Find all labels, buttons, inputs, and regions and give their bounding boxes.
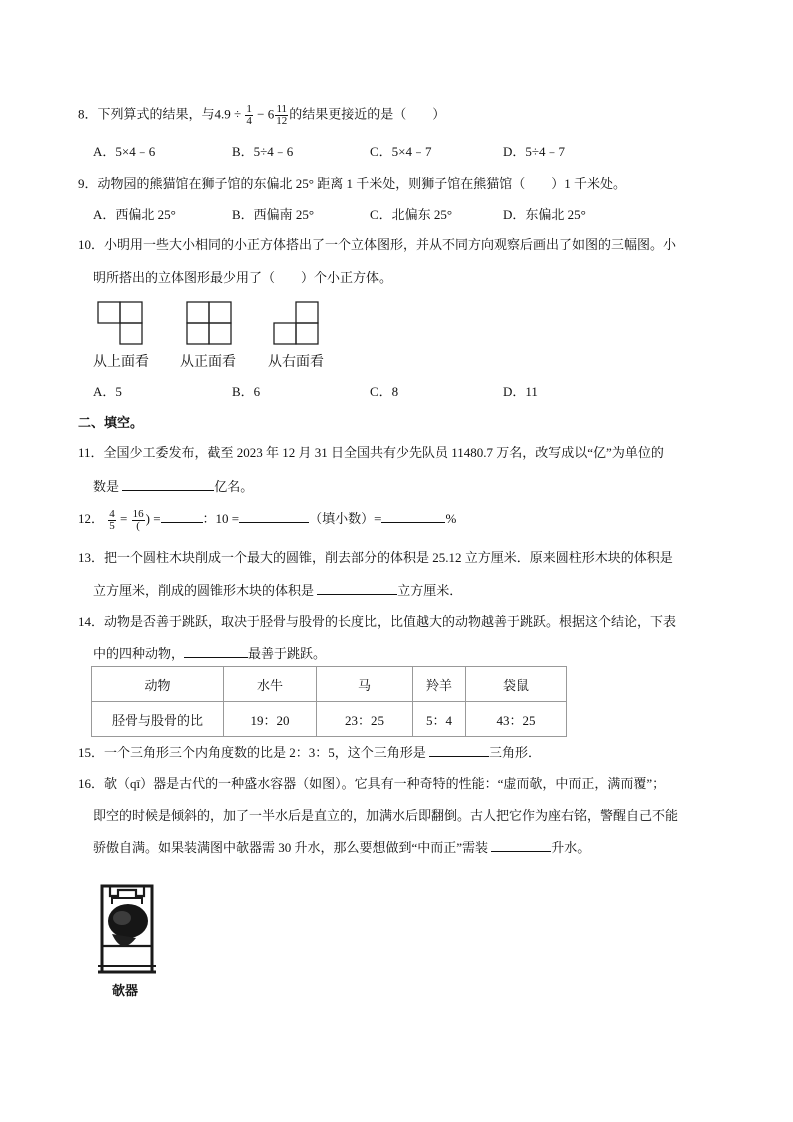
table-header-cell: 羚羊 (413, 667, 466, 702)
q15-answer-blank[interactable] (429, 742, 489, 757)
q11-stem-line2 (93, 476, 253, 497)
q8-text-post: 的结果更接近的是（ ） (289, 106, 446, 122)
q8-option-b[interactable]: B．5÷4﹣6 (232, 144, 294, 159)
q12-blank-percent[interactable] (381, 508, 445, 523)
q12-fraction-1: $\frac{4}{5}$ (109, 507, 115, 532)
q16-text-post: 升水。 (551, 840, 591, 855)
q13-text-pre: 立方厘米，削成的圆锥形木块的体积是 (93, 583, 315, 598)
front-view-cell (209, 323, 231, 344)
q12-ratio-ten: ：10 = (202, 511, 240, 526)
table-cell: 5：4 (413, 702, 466, 737)
q16-stem-line3 (93, 837, 590, 858)
q9-option-b[interactable]: B．西偏南 25° (232, 207, 315, 222)
top-view-cell (120, 302, 142, 323)
q16-answer-blank[interactable] (491, 837, 551, 852)
right-view-label: 从右面看 (268, 355, 324, 370)
q12-fraction-2: $\frac{16}{(}$ (132, 507, 144, 532)
q8-stem (78, 104, 445, 127)
front-view-cell (209, 302, 231, 323)
qi-vessel-illustration (92, 876, 162, 976)
q9-option-d[interactable]: D．东偏北 25° (503, 207, 586, 222)
q10-option-d[interactable]: D．11 (503, 384, 538, 399)
table-row (92, 702, 567, 737)
q11-answer-blank[interactable] (122, 476, 214, 491)
qi-vessel-caption: 欹器 (112, 983, 139, 998)
front-view-label: 从正面看 (180, 355, 236, 370)
q10-stem-line1: 10．小明用一些大小相同的小正方体搭出了一个立体图形，并从不同方向观察后画出了如图的三幅图。小 (78, 237, 677, 252)
q14-text-post: 最善于跳跃。 (248, 646, 327, 661)
table-cell: 胫骨与股骨的比 (92, 702, 224, 737)
q12-close-paren: ) (145, 511, 150, 526)
q16-text-pre: 骄傲自满。如果装满图中欹器需 30 升水，那么要想做到“中而正”需装 (93, 840, 489, 855)
front-view-figure (185, 300, 235, 346)
q12-blank-ratio[interactable] (161, 508, 203, 523)
q12-decimal-note: （填小数）= (309, 511, 382, 526)
q10-option-c[interactable]: C．8 (370, 384, 399, 399)
right-view-cell (296, 323, 318, 344)
q14-answer-blank[interactable] (184, 643, 248, 658)
q8-minus: − 6 (257, 106, 275, 122)
q12-equals: = (120, 511, 128, 526)
q13-stem-line2 (93, 580, 462, 601)
top-view-cell (120, 323, 142, 344)
right-view-cell (296, 302, 318, 323)
q8-fraction-2: $\frac{11}{12}$ (276, 103, 288, 127)
section-heading-fill-in: 二、填空。 (78, 415, 144, 430)
q8-text-pre: 下列算式的结果，与4.9 ÷ (97, 106, 242, 122)
vessel-pot (108, 904, 148, 946)
table-cell: 23：25 (317, 702, 413, 737)
table-cell: 19：20 (224, 702, 317, 737)
q8-number: 8． (78, 106, 98, 122)
q9-stem: 9．动物园的熊猫馆在狮子馆的东偏北 25° 距离 1 千米处，则狮子馆在熊猫馆（ ）1 千米处。 (78, 176, 626, 191)
q12-stem (78, 508, 456, 532)
q12-equals-2: = (153, 511, 161, 526)
q13-text-post: 立方厘米． (397, 583, 463, 598)
jump-ratio-table (91, 666, 567, 737)
top-view-label: 从上面看 (93, 355, 149, 370)
q14-stem-line1: 14．动物是否善于跳跃，取决于胫骨与股骨的长度比，比值越大的动物越善于跳跃。根据这个结论，下表 (78, 614, 677, 629)
q13-answer-blank[interactable] (317, 580, 397, 595)
right-view-figure (272, 300, 322, 346)
q11-stem-line1: 11．全国少工委发布，截至 2023 年 12 月 31 日全国共有少先队员 11480.7 万名，改写成以“亿”为单位的 (78, 445, 664, 460)
q16-stem-line2: 即空的时候是倾斜的，加了一半水后是直立的，加满水后即翻倒。古人把它作为座右铭，警醒自己不能 (93, 808, 679, 823)
front-view-cell (187, 323, 209, 344)
table-header-cell: 袋鼠 (466, 667, 567, 702)
q10-option-b[interactable]: B．6 (232, 384, 261, 399)
q9-option-a[interactable]: A．西偏北 25° (93, 207, 176, 222)
vessel-frame-ornament (112, 898, 142, 904)
table-header-row (92, 667, 567, 702)
q10-option-a[interactable]: A．5 (93, 384, 122, 399)
table-header-cell: 水牛 (224, 667, 317, 702)
q16-stem-line1: 16．欹（qī）器是古代的一种盛水容器（如图）。它具有一种奇特的性能：“虚而欹，中而正，满而覆”； (78, 776, 666, 791)
table-header-cell: 动物 (92, 667, 224, 702)
top-view-figure (96, 300, 146, 346)
right-view-cell (274, 323, 296, 344)
q13-stem-line1: 13．把一个圆柱木块削成一个最大的圆锥，削去部分的体积是 25.12 立方厘米．原来圆柱形木块的体积是 (78, 550, 673, 565)
q10-stem-line2: 明所搭出的立体图形最少用了（ ）个小正方体。 (93, 270, 393, 285)
q15-text-post: 三角形． (489, 745, 542, 760)
q14-stem-line2 (93, 643, 326, 664)
table-cell: 43：25 (466, 702, 567, 737)
q8-fraction-1: $\frac{1}{4}$ (246, 103, 252, 127)
table-header-cell: 马 (317, 667, 413, 702)
q11-text-post: 亿名。 (214, 479, 254, 494)
front-view-cell (187, 302, 209, 323)
q8-option-c[interactable]: C．5×4﹣7 (370, 144, 432, 159)
q8-option-d[interactable]: D．5÷4﹣7 (503, 144, 566, 159)
q12-percent-sign: % (445, 511, 457, 526)
q15-stem (78, 742, 541, 763)
q12-number: 12． (78, 511, 105, 526)
q9-option-c[interactable]: C．北偏东 25° (370, 207, 453, 222)
q12-blank-decimal[interactable] (239, 508, 309, 523)
q8-option-a[interactable]: A．5×4﹣6 (93, 144, 156, 159)
q11-text-pre: 数是 (93, 479, 120, 494)
q15-text-pre: 15．一个三角形三个内角度数的比是 2：3：5，这个三角形是 (78, 745, 426, 760)
q14-text-pre: 中的四种动物， (93, 646, 185, 661)
top-view-cell (98, 302, 120, 323)
